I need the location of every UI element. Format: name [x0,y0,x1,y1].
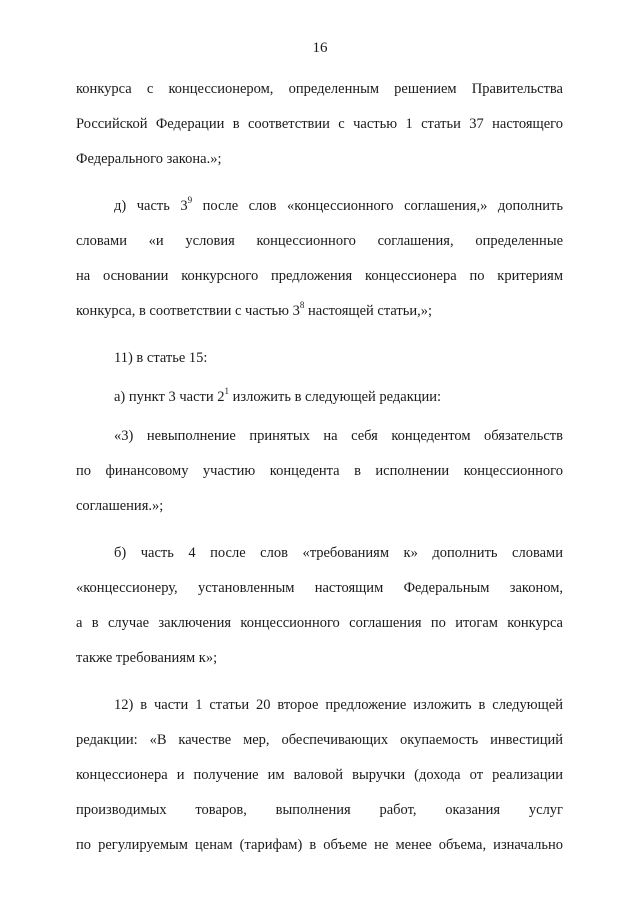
superscript: 1 [224,386,229,397]
text-line: б) часть 4 после слов «требованиям к» дополнить словами [114,545,563,561]
text-line: концессионера и получение им валовой выручки (дохода от реализации [76,767,563,783]
document-body [76,72,563,863]
text-line: а) пункт 3 части $2^1$ изложить в следующей редакции: [114,386,442,405]
text-line: «3) невыполнение принятых на себя концедентом обязательств [114,428,563,444]
text-line: «концессионеру, установленным настоящим Федеральным законом, [76,580,563,596]
text-line: по финансовому участию концедента в исполнении концессионного [76,463,563,479]
text-line: также требованиям к»; [76,650,218,666]
text-line: 11) в статье 15: [114,350,208,366]
text-line: соглашения.»; [76,498,164,514]
text-line: конкурса с концессионером, определенным решением Правительства [76,81,563,97]
superscript: 8 [299,300,305,311]
text-line: конкурса, в соответствии с частью $3^8$ настоящей статьи,»; [76,300,433,319]
text-line: 12) в части 1 статьи 20 второе предложение изложить в следующей [114,697,563,713]
text-line: производимых товаров, выполнения работ, оказания услуг [76,802,563,818]
text-line: д) часть $3^9$ после слов «концессионного соглашения,» дополнить [114,195,563,214]
text-line: по регулируемым ценам (тарифам) в объеме не менее объема, изначально [76,837,563,853]
superscript: 9 [187,195,193,206]
text-line: а в случае заключения концессионного соглашения по итогам конкурса [76,615,563,631]
text-line: Российской Федерации в соответствии с частью 1 статьи 37 настоящего [76,116,563,132]
page-number: 16 [312,40,328,56]
text-line: на основании конкурсного предложения концессионера по критериям [76,268,563,284]
text-line: редакции: «В качестве мер, обеспечивающих окупаемость инвестиций [76,732,563,748]
text-line: словами «и условия концессионного соглашения, определенные [76,233,563,249]
text-line: Федерального закона.»; [76,151,222,167]
